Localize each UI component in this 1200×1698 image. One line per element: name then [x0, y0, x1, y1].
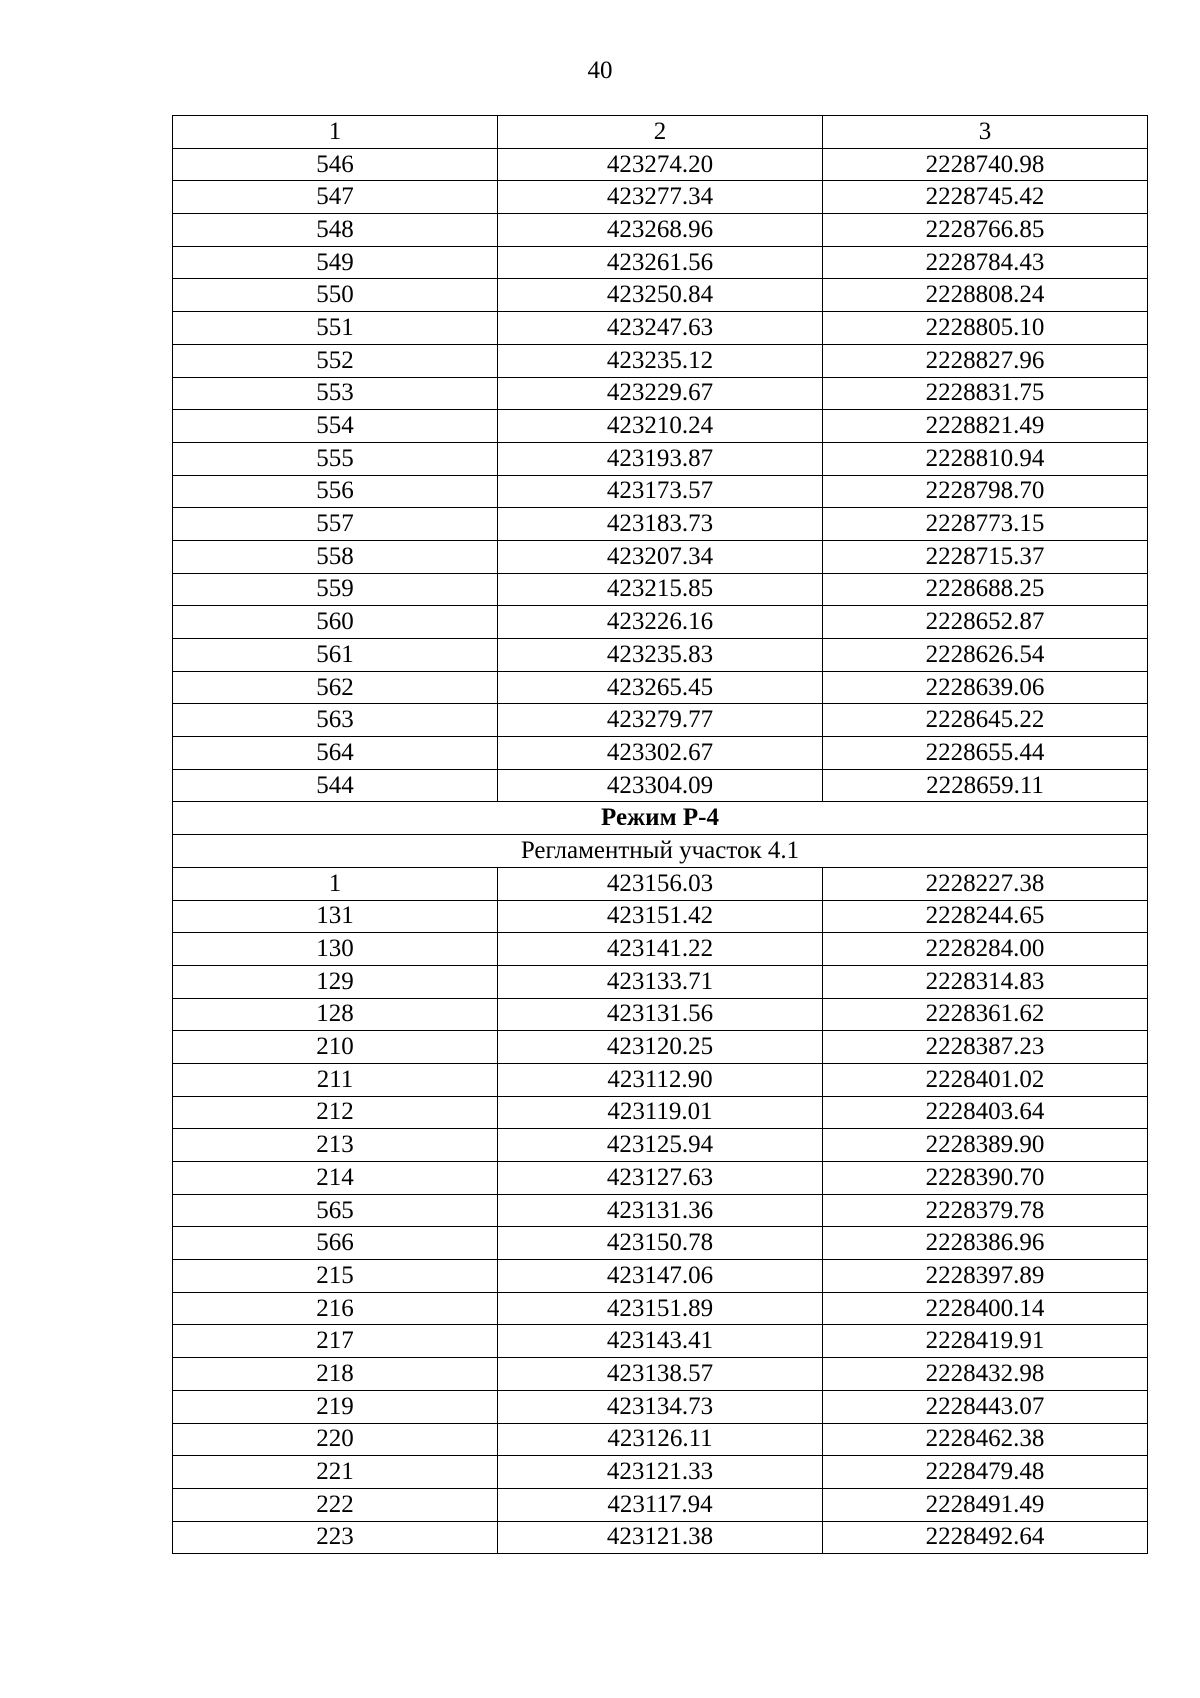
point-number-cell: 561	[173, 639, 498, 672]
x-coordinate-cell: 423150.78	[498, 1227, 823, 1260]
point-number-cell: 1	[173, 867, 498, 900]
y-coordinate-cell: 2228379.78	[823, 1194, 1148, 1227]
y-coordinate-cell: 2228386.96	[823, 1227, 1148, 1260]
table-row	[173, 1096, 1148, 1129]
table-row	[173, 1162, 1148, 1195]
table-row	[173, 1423, 1148, 1456]
y-coordinate-cell: 2228821.49	[823, 410, 1148, 443]
y-coordinate-cell: 2228798.70	[823, 475, 1148, 508]
column-number-cell: 2	[498, 116, 823, 149]
point-number-cell: 219	[173, 1390, 498, 1423]
point-number-cell: 214	[173, 1162, 498, 1195]
table-row	[173, 965, 1148, 998]
point-number-cell: 215	[173, 1260, 498, 1293]
point-number-cell: 220	[173, 1423, 498, 1456]
x-coordinate-cell: 423126.11	[498, 1423, 823, 1456]
table-row	[173, 475, 1148, 508]
column-number-row	[173, 116, 1148, 149]
point-number-cell: 211	[173, 1063, 498, 1096]
x-coordinate-cell: 423138.57	[498, 1358, 823, 1391]
y-coordinate-cell: 2228403.64	[823, 1096, 1148, 1129]
point-number-cell: 548	[173, 214, 498, 247]
y-coordinate-cell: 2228361.62	[823, 998, 1148, 1031]
y-coordinate-cell: 2228831.75	[823, 377, 1148, 410]
coordinates-table-body	[173, 116, 1148, 1554]
point-number-cell: 210	[173, 1031, 498, 1064]
point-number-cell: 546	[173, 148, 498, 181]
x-coordinate-cell: 423133.71	[498, 965, 823, 998]
point-number-cell: 554	[173, 410, 498, 443]
point-number-cell: 131	[173, 900, 498, 933]
y-coordinate-cell: 2228491.49	[823, 1488, 1148, 1521]
table-row	[173, 1031, 1148, 1064]
x-coordinate-cell: 423173.57	[498, 475, 823, 508]
y-coordinate-cell: 2228808.24	[823, 279, 1148, 312]
y-coordinate-cell: 2228419.91	[823, 1325, 1148, 1358]
y-coordinate-cell: 2228655.44	[823, 737, 1148, 770]
x-coordinate-cell: 423141.22	[498, 933, 823, 966]
x-coordinate-cell: 423143.41	[498, 1325, 823, 1358]
column-number-cell: 1	[173, 116, 498, 149]
x-coordinate-cell: 423304.09	[498, 769, 823, 802]
x-coordinate-cell: 423302.67	[498, 737, 823, 770]
point-number-cell: 562	[173, 671, 498, 704]
point-number-cell: 559	[173, 573, 498, 606]
point-number-cell: 566	[173, 1227, 498, 1260]
table-row	[173, 1063, 1148, 1096]
x-coordinate-cell: 423279.77	[498, 704, 823, 737]
table-row	[173, 312, 1148, 345]
point-number-cell: 223	[173, 1521, 498, 1554]
x-coordinate-cell: 423131.36	[498, 1194, 823, 1227]
table-row	[173, 606, 1148, 639]
table-row	[173, 344, 1148, 377]
table-row	[173, 1358, 1148, 1391]
table-row	[173, 1456, 1148, 1489]
x-coordinate-cell: 423119.01	[498, 1096, 823, 1129]
point-number-cell: 550	[173, 279, 498, 312]
table-row	[173, 1260, 1148, 1293]
point-number-cell: 552	[173, 344, 498, 377]
y-coordinate-cell: 2228827.96	[823, 344, 1148, 377]
point-number-cell: 218	[173, 1358, 498, 1391]
column-number-cell: 3	[823, 116, 1148, 149]
y-coordinate-cell: 2228432.98	[823, 1358, 1148, 1391]
x-coordinate-cell: 423250.84	[498, 279, 823, 312]
y-coordinate-cell: 2228639.06	[823, 671, 1148, 704]
table-row	[173, 671, 1148, 704]
x-coordinate-cell: 423268.96	[498, 214, 823, 247]
x-coordinate-cell: 423193.87	[498, 442, 823, 475]
page-number: 40	[587, 57, 613, 84]
table-row	[173, 181, 1148, 214]
y-coordinate-cell: 2228810.94	[823, 442, 1148, 475]
x-coordinate-cell: 423112.90	[498, 1063, 823, 1096]
x-coordinate-cell: 423131.56	[498, 998, 823, 1031]
y-coordinate-cell: 2228715.37	[823, 540, 1148, 573]
point-number-cell: 549	[173, 246, 498, 279]
x-coordinate-cell: 423147.06	[498, 1260, 823, 1293]
point-number-cell: 544	[173, 769, 498, 802]
table-row	[173, 1521, 1148, 1554]
table-row	[173, 1488, 1148, 1521]
y-coordinate-cell: 2228740.98	[823, 148, 1148, 181]
subsection-heading-row	[173, 835, 1148, 868]
table-row	[173, 769, 1148, 802]
x-coordinate-cell: 423117.94	[498, 1488, 823, 1521]
table-row	[173, 1194, 1148, 1227]
y-coordinate-cell: 2228773.15	[823, 508, 1148, 541]
y-coordinate-cell: 2228645.22	[823, 704, 1148, 737]
y-coordinate-cell: 2228389.90	[823, 1129, 1148, 1162]
table-row	[173, 867, 1148, 900]
y-coordinate-cell: 2228479.48	[823, 1456, 1148, 1489]
point-number-cell: 565	[173, 1194, 498, 1227]
table-row	[173, 1227, 1148, 1260]
point-number-cell: 222	[173, 1488, 498, 1521]
table-row	[173, 1390, 1148, 1423]
y-coordinate-cell: 2228314.83	[823, 965, 1148, 998]
x-coordinate-cell: 423265.45	[498, 671, 823, 704]
section-heading-row	[173, 802, 1148, 835]
point-number-cell: 556	[173, 475, 498, 508]
x-coordinate-cell: 423151.89	[498, 1292, 823, 1325]
table-row	[173, 540, 1148, 573]
y-coordinate-cell: 2228400.14	[823, 1292, 1148, 1325]
x-coordinate-cell: 423207.34	[498, 540, 823, 573]
x-coordinate-cell: 423235.83	[498, 639, 823, 672]
point-number-cell: 212	[173, 1096, 498, 1129]
x-coordinate-cell: 423261.56	[498, 246, 823, 279]
point-number-cell: 547	[173, 181, 498, 214]
point-number-cell: 563	[173, 704, 498, 737]
y-coordinate-cell: 2228401.02	[823, 1063, 1148, 1096]
x-coordinate-cell: 423127.63	[498, 1162, 823, 1195]
point-number-cell: 130	[173, 933, 498, 966]
point-number-cell: 221	[173, 1456, 498, 1489]
table-row	[173, 508, 1148, 541]
x-coordinate-cell: 423121.38	[498, 1521, 823, 1554]
y-coordinate-cell: 2228784.43	[823, 246, 1148, 279]
table-row	[173, 377, 1148, 410]
y-coordinate-cell: 2228805.10	[823, 312, 1148, 345]
x-coordinate-cell: 423121.33	[498, 1456, 823, 1489]
table-row	[173, 442, 1148, 475]
y-coordinate-cell: 2228626.54	[823, 639, 1148, 672]
x-coordinate-cell: 423226.16	[498, 606, 823, 639]
y-coordinate-cell: 2228390.70	[823, 1162, 1148, 1195]
section-heading: Режим Р-4	[173, 802, 1148, 835]
table-row	[173, 933, 1148, 966]
y-coordinate-cell: 2228659.11	[823, 769, 1148, 802]
point-number-cell: 558	[173, 540, 498, 573]
y-coordinate-cell: 2228462.38	[823, 1423, 1148, 1456]
x-coordinate-cell: 423215.85	[498, 573, 823, 606]
x-coordinate-cell: 423229.67	[498, 377, 823, 410]
point-number-cell: 129	[173, 965, 498, 998]
table-row	[173, 148, 1148, 181]
table-row	[173, 214, 1148, 247]
y-coordinate-cell: 2228227.38	[823, 867, 1148, 900]
x-coordinate-cell: 423235.12	[498, 344, 823, 377]
x-coordinate-cell: 423210.24	[498, 410, 823, 443]
y-coordinate-cell: 2228284.00	[823, 933, 1148, 966]
table-row	[173, 1292, 1148, 1325]
x-coordinate-cell: 423277.34	[498, 181, 823, 214]
point-number-cell: 217	[173, 1325, 498, 1358]
point-number-cell: 216	[173, 1292, 498, 1325]
x-coordinate-cell: 423120.25	[498, 1031, 823, 1064]
table-row	[173, 639, 1148, 672]
table-row	[173, 573, 1148, 606]
x-coordinate-cell: 423183.73	[498, 508, 823, 541]
point-number-cell: 564	[173, 737, 498, 770]
x-coordinate-cell: 423134.73	[498, 1390, 823, 1423]
y-coordinate-cell: 2228688.25	[823, 573, 1148, 606]
y-coordinate-cell: 2228492.64	[823, 1521, 1148, 1554]
y-coordinate-cell: 2228652.87	[823, 606, 1148, 639]
y-coordinate-cell: 2228397.89	[823, 1260, 1148, 1293]
table-row	[173, 1129, 1148, 1162]
x-coordinate-cell: 423156.03	[498, 867, 823, 900]
table-row	[173, 900, 1148, 933]
point-number-cell: 560	[173, 606, 498, 639]
point-number-cell: 128	[173, 998, 498, 1031]
table-row	[173, 998, 1148, 1031]
point-number-cell: 557	[173, 508, 498, 541]
subsection-heading: Регламентный участок 4.1	[173, 835, 1148, 868]
table-row	[173, 704, 1148, 737]
y-coordinate-cell: 2228766.85	[823, 214, 1148, 247]
x-coordinate-cell: 423274.20	[498, 148, 823, 181]
y-coordinate-cell: 2228443.07	[823, 1390, 1148, 1423]
point-number-cell: 553	[173, 377, 498, 410]
point-number-cell: 213	[173, 1129, 498, 1162]
table-row	[173, 1325, 1148, 1358]
point-number-cell: 551	[173, 312, 498, 345]
table-row	[173, 737, 1148, 770]
y-coordinate-cell: 2228745.42	[823, 181, 1148, 214]
x-coordinate-cell: 423125.94	[498, 1129, 823, 1162]
table-row	[173, 246, 1148, 279]
y-coordinate-cell: 2228244.65	[823, 900, 1148, 933]
y-coordinate-cell: 2228387.23	[823, 1031, 1148, 1064]
coordinates-table	[172, 115, 1148, 1554]
table-row	[173, 410, 1148, 443]
x-coordinate-cell: 423151.42	[498, 900, 823, 933]
x-coordinate-cell: 423247.63	[498, 312, 823, 345]
table-row	[173, 279, 1148, 312]
point-number-cell: 555	[173, 442, 498, 475]
